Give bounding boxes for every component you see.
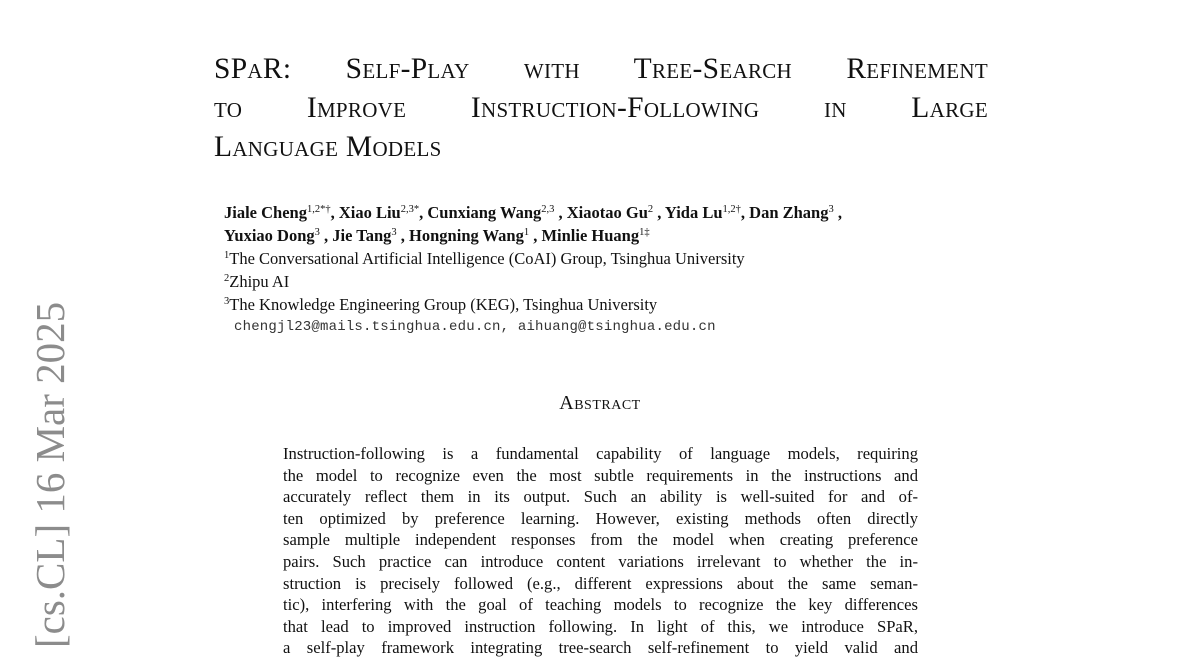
abstract-line: pairs. Such practice can introduce content variations irrelevant to whether the in-: [283, 551, 918, 571]
author: Xiaotao Gu$^2$ ,: [566, 203, 665, 222]
title-line: to Improve Instruction-Following in Large: [214, 92, 988, 124]
abstract-line: tic), interfering with the goal of teaching models to recognize the key differences: [283, 595, 918, 615]
paper-title: [214, 50, 988, 167]
abstract-line: struction is precisely followed (e.g., different expressions about the same seman-: [283, 573, 918, 593]
arxiv-side-stamp: [cs.CL] 16 Mar 2025: [27, 301, 73, 648]
affiliation: $^2$Zhipu AI: [224, 272, 290, 291]
author-block: [224, 201, 1004, 339]
author: Jiale Cheng$^{1,2*\dagger}$,: [224, 203, 339, 222]
author: Jie Tang$^3$ ,: [332, 226, 410, 245]
abstract-line: Instruction-following is a fundamental capability of language models, requiring: [283, 444, 918, 463]
author-list: [224, 201, 1004, 247]
abstract-body: [283, 443, 918, 659]
abstract-line: accurately reflect them in its output. Such an ability is well-suited for and of-: [283, 487, 918, 507]
title-line: Language Models: [214, 131, 442, 163]
author-emails[interactable]: chengjl23@mails.tsinghua.edu.cn, aihuang@tsinghua.edu.cn: [234, 319, 716, 335]
author: Yuxiao Dong$^3$ ,: [224, 226, 333, 245]
affiliation: $^3$The Knowledge Engineering Group (KEG), Tsinghua University: [224, 295, 658, 314]
author: Yida $Lu^{1,2\dagger}$,: [664, 203, 750, 222]
abstract-line: a self-play framework integrating tree-search self-refinement to yield valid and: [283, 638, 918, 658]
abstract-heading: Abstract: [559, 392, 641, 414]
author: Xiao Liu$^{2,3*}$,: [338, 203, 428, 222]
title-line: SPaR: Self-Play with Tree-Search Refinement: [214, 53, 988, 85]
author: Minlie Huang$^{1\ddagger}$: [541, 226, 650, 245]
abstract-line: that lead to improved instruction following. In light of this, we introduce SPaR,: [283, 616, 918, 636]
author: Dan Zhang$^3$ ,: [749, 203, 842, 222]
affiliation: $^1$The Conversational Artificial Intelligence (CoAI) Group, Tsinghua University: [224, 249, 745, 268]
author: Hongning Wang$^1$ ,: [409, 226, 542, 245]
author: Cunxiang Wang$^{2,3}$ ,: [427, 203, 567, 222]
abstract-line: ten optimized by preference learning. However, existing methods often directly: [283, 508, 918, 528]
abstract-line: the model to recognize even the most subtle requirements in the instructions and: [283, 465, 918, 485]
abstract-line: sample multiple independent responses from the model when creating preference: [283, 530, 918, 550]
